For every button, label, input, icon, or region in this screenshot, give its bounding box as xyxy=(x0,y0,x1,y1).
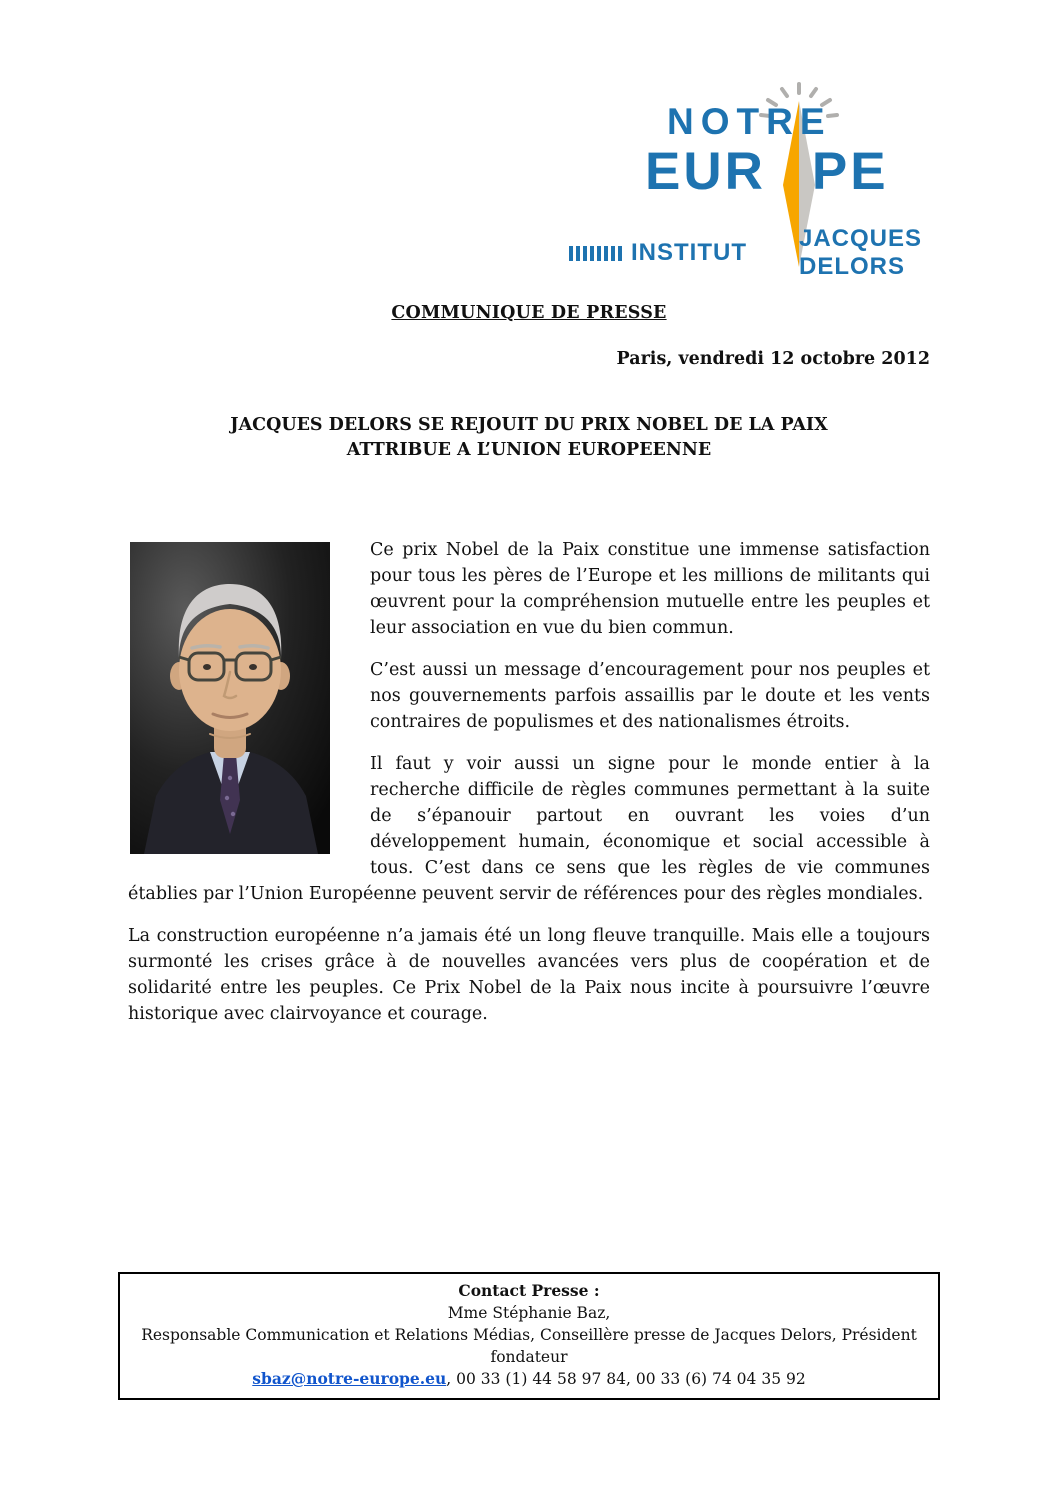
document-title: COMMUNIQUE DE PRESSE xyxy=(391,303,667,323)
paragraph-3: Il faut y voir aussi un signe pour le monde entier à la recherche difficile de règles communes permettant à la suite de s’épanouir partout en ouvrant les voies d’un développement humain, économique et social accessible à tous. C’est dans ce sens que les règles de vie communes établies par l’Union Européenne peuvent servir de références pour des règles mondiales. xyxy=(128,754,930,904)
contact-heading: Contact Presse : xyxy=(458,1281,600,1300)
headline xyxy=(128,413,930,463)
notre-europe-logo xyxy=(563,85,1008,280)
dateline: Paris, vendredi 12 octobre 2012 xyxy=(616,349,930,369)
logo-institut-text: INSTITUT xyxy=(631,239,747,266)
logo-tick-bars-icon xyxy=(569,246,622,261)
contact-name: Mme Stéphanie Baz, xyxy=(447,1304,611,1322)
logo-europe-left: EUR xyxy=(645,142,766,201)
article-body xyxy=(128,537,930,1027)
contact-phones: , 00 33 (1) 44 58 97 84, 00 33 (6) 74 04 35 92 xyxy=(446,1370,806,1388)
headline-line-1: JACQUES DELORS SE REJOUIT DU PRIX NOBEL DE LA PAIX xyxy=(230,415,828,435)
contact-box xyxy=(118,1272,940,1400)
email-link[interactable]: sbaz@notre-europe.eu xyxy=(252,1369,447,1388)
jacques-delors-photo xyxy=(130,542,330,854)
contact-role: Responsable Communication et Relations Médias, Conseillère presse de Jacques Delors, Président fondateur xyxy=(141,1326,917,1366)
logo-europe-text xyxy=(645,141,889,202)
headline-line-2: ATTRIBUE A L’UNION EUROPEENNE xyxy=(346,440,712,460)
logo-europe-right: PE xyxy=(811,142,889,201)
paragraph-4: La construction européenne n’a jamais été un long fleuve tranquille. Mais elle a toujours surmonté les crises grâce à de nouvelles avancées vers plus de coopération et de solidarité entre les peuples. Ce Prix Nobel de la Paix nous incite à poursuivre l’œuvre historique avec clairvoyance et courage. xyxy=(128,926,930,1024)
logo-jacques-delors-text: JACQUES DELORS xyxy=(799,225,923,280)
logo-institut-row xyxy=(569,225,1008,281)
contact-line xyxy=(130,1368,928,1390)
logo-notre-text: NOTRE xyxy=(667,101,832,142)
paragraph-1: Ce prix Nobel de la Paix constitue une immense satisfaction pour tous les pères de l’Europe et les millions de militants qui œuvrent pour la compréhension mutuelle entre les peuples et leur association en vue du bien commun. xyxy=(370,540,930,638)
paragraph-2: C’est aussi un message d’encouragement pour nos peuples et nos gouvernements parfois assaillis par le doute et les vents contraires de populismes et des nationalismes étroits. xyxy=(370,660,930,732)
